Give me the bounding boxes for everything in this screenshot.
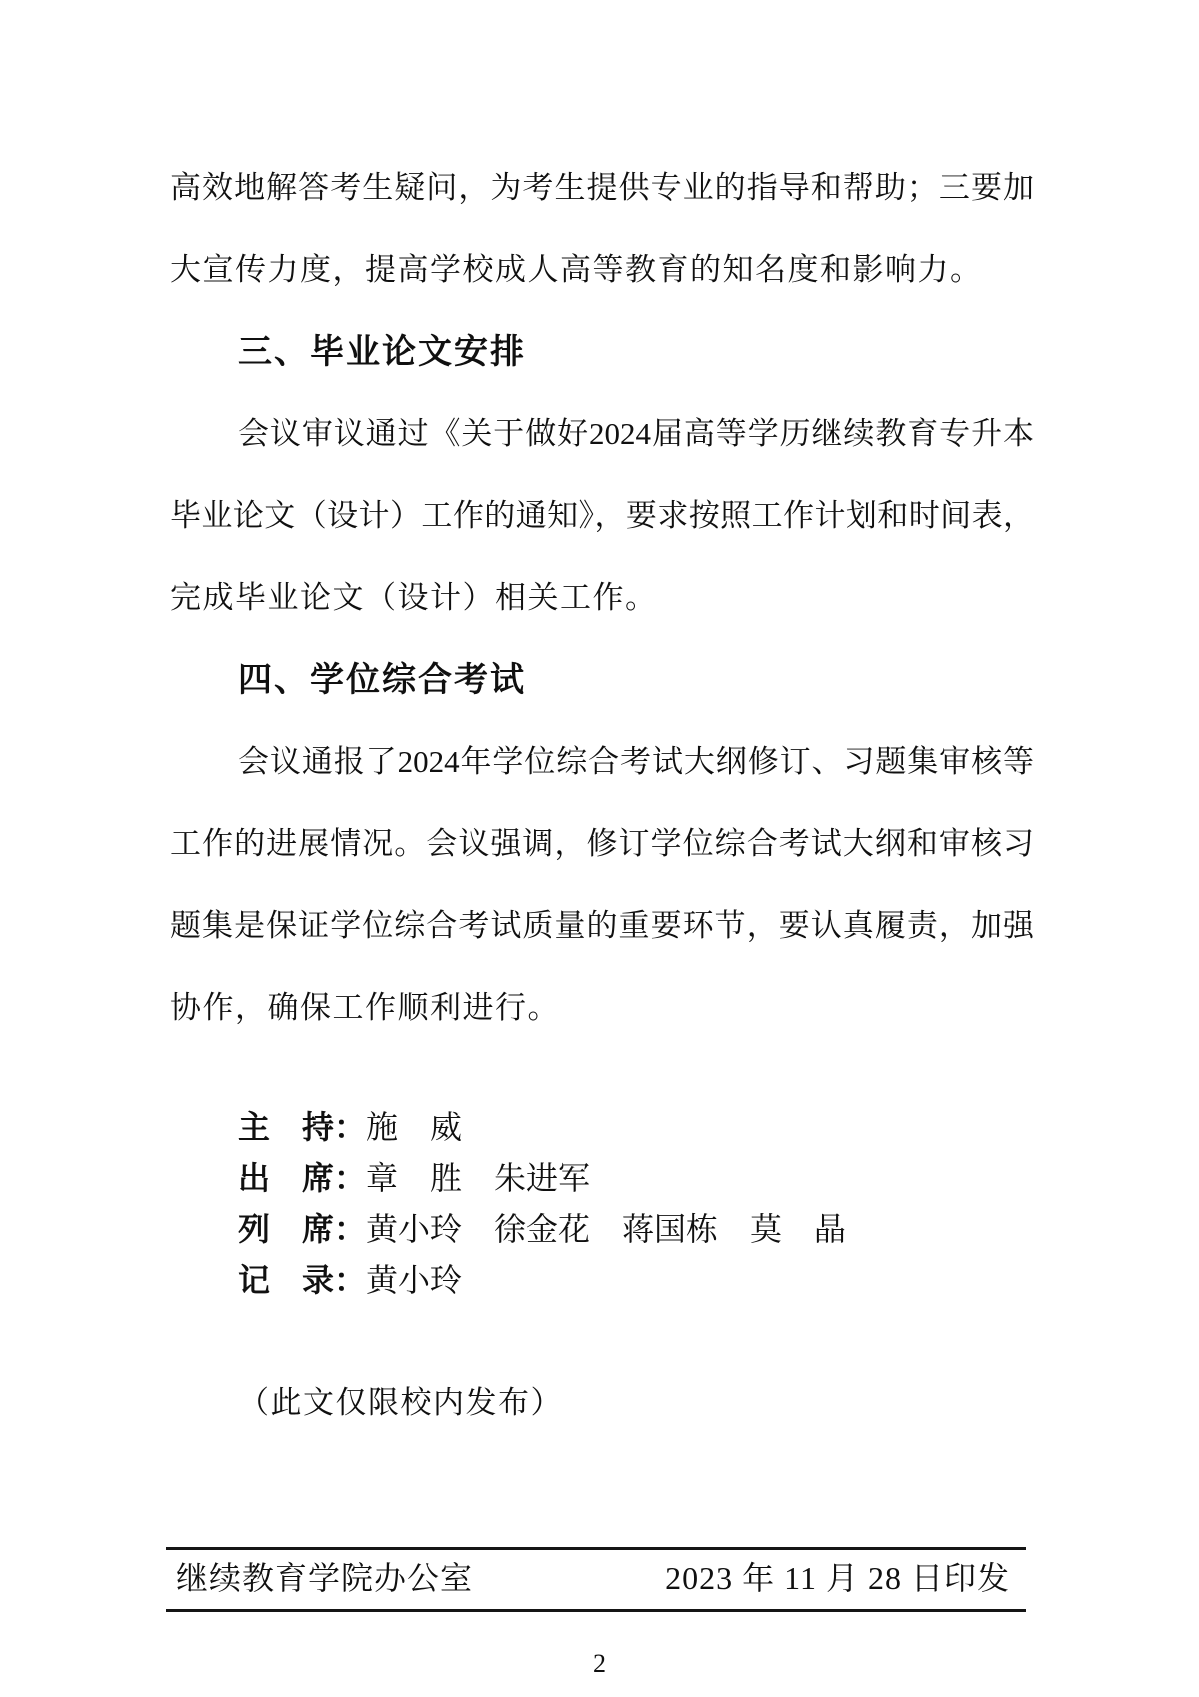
roster-row-attendees	[238, 1153, 846, 1204]
footer-rule-bottom	[166, 1609, 1026, 1612]
section-heading: 四、学位综合考试	[238, 661, 526, 699]
body-line: 毕业论文（设计）工作的通知》，要求按照工作计划和时间表，	[170, 498, 1034, 533]
roster-row-host	[238, 1102, 846, 1153]
body-line: 高效地解答考生疑问，为考生提供专业的指导和帮助；三要加	[170, 170, 1034, 205]
roster-row-recorder	[238, 1255, 846, 1306]
roster-names: 黄小玲	[366, 1262, 463, 1298]
footer-row	[176, 1556, 1010, 1600]
page-number: 2	[593, 1649, 606, 1678]
roster-row-observers	[238, 1204, 846, 1255]
body-line: 大宣传力度，提高学校成人高等教育的知名度和影响力。	[170, 252, 983, 287]
footer-rule-top	[166, 1547, 1026, 1550]
footer-print-date: 2023 年 11 月 28 日印发	[665, 1560, 1010, 1596]
roster-names: 施 威	[366, 1109, 463, 1145]
body-line: 会议审议通过《关于做好2024届高等学历继续教育专升本	[238, 416, 1034, 451]
section-heading: 三、毕业论文安排	[238, 333, 526, 371]
roster-label: 出 席：	[238, 1160, 367, 1196]
distribution-note: （此文仅限校内发布）	[238, 1385, 563, 1420]
body-line: 工作的进展情况。会议强调，修订学位综合考试大纲和审核习	[170, 826, 1034, 861]
body-line: 完成毕业论文（设计）相关工作。	[170, 580, 658, 615]
roster-label: 记 录：	[238, 1262, 367, 1298]
document-body	[170, 147, 1034, 1049]
roster-names: 黄小玲 徐金花 蒋国栋 莫 晶	[366, 1211, 847, 1247]
footer-issuer: 继续教育学院办公室	[176, 1560, 474, 1596]
roster-label: 列 席：	[238, 1211, 367, 1247]
body-line: 会议通报了2024年学位综合考试大纲修订、习题集审核等	[238, 744, 1034, 779]
body-line: 协作，确保工作顺利进行。	[170, 990, 560, 1025]
roster-block	[238, 1102, 846, 1306]
roster-label: 主 持：	[238, 1109, 367, 1145]
roster-names: 章 胜 朱进军	[366, 1160, 591, 1196]
body-line: 题集是保证学位综合考试质量的重要环节，要认真履责，加强	[170, 908, 1034, 943]
